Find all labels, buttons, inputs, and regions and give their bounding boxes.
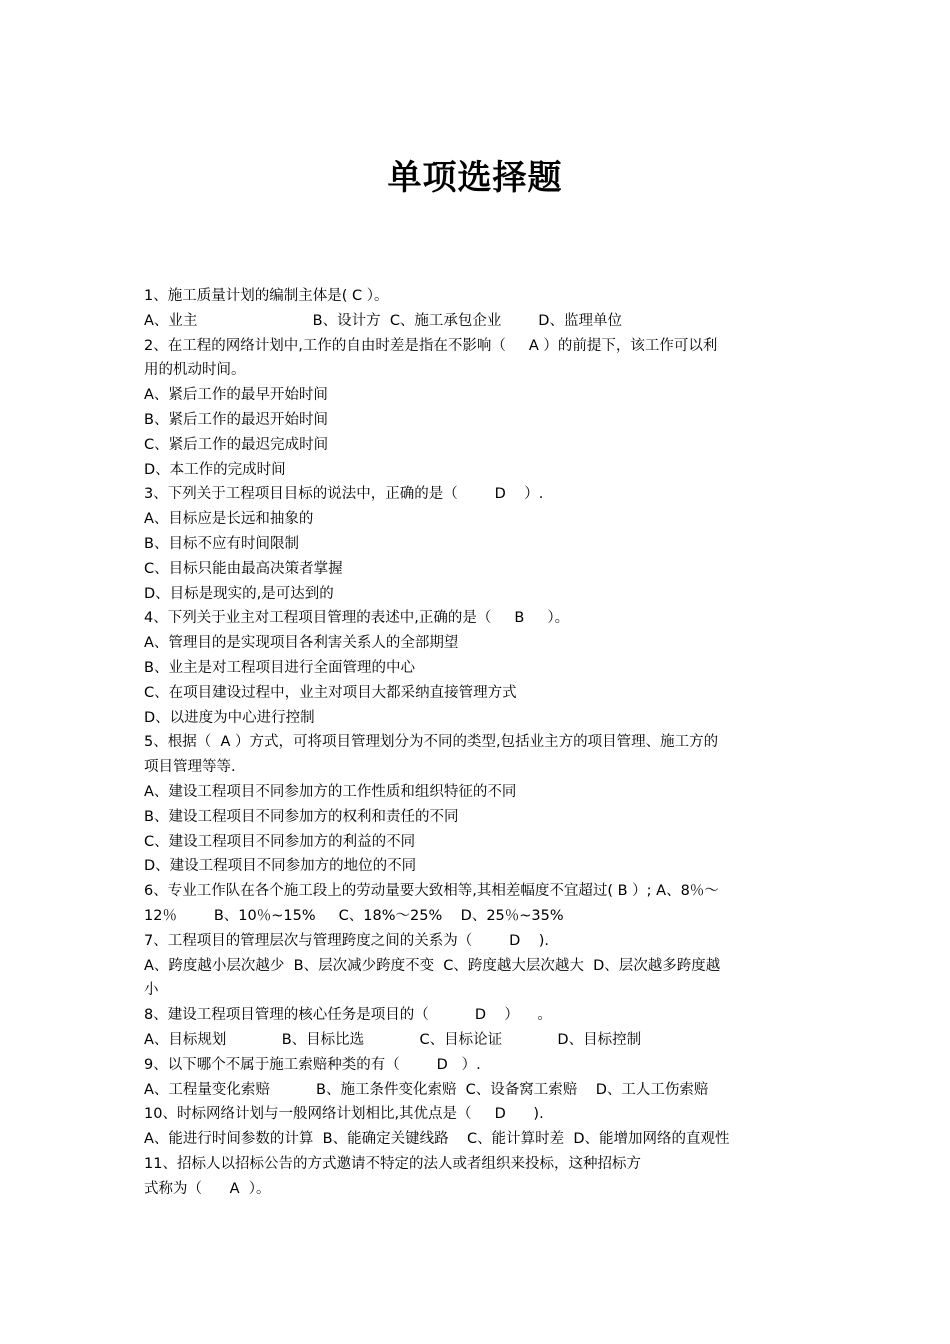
q9-options: A、工程量变化索赔 B、施工条件变化索赔 C、设备窝工索赔 D、工人工伤索赔 [144,1081,709,1098]
q3-option-d: D、目标是现实的,是可达到的 [144,585,334,602]
q3-option-b: B、目标不应有时间限制 [144,535,299,552]
q4-option-d: D、以进度为中心进行控制 [144,709,315,726]
q11-stem-continued: 式称为（ A ）。 [144,1180,271,1197]
q2-stem-continued: 用的机动时间。 [144,362,246,379]
q10-stem: 10、时标网络计划与一般网络计划相比,其优点是（ D ). [144,1106,544,1123]
q4-option-b: B、业主是对工程项目进行全面管理的中心 [144,659,415,676]
q5-stem-continued: 项目管理等等. [144,759,236,776]
question-text-block [144,284,808,1201]
q5-option-c: C、建设工程项目不同参加方的利益的不同 [144,833,416,850]
q6-options: 12％ B、10％~15% C、18%～25% D、25％~35% [144,907,564,924]
q7-options: A、跨度越小层次越少 B、层次减少跨度不变 C、跨度越大层次越大 D、层次越多跨度越 [144,957,721,974]
q4-option-a: A、管理目的是实现项目各利害关系人的全部期望 [144,635,459,652]
q7-options-continued: 小 [144,982,159,999]
q3-option-c: C、目标只能由最高决策者掌握 [144,560,343,577]
q2-option-b: B、紧后工作的最迟开始时间 [144,411,328,428]
q2-stem: 2、在工程的网络计划中,工作的自由时差是指在不影响（ A ）的前提下，该工作可以利 [144,337,718,354]
q1-stem: 1、施工质量计划的编制主体是( C ）。 [144,288,389,304]
q11-stem: 11、招标人以招标公告的方式邀请不特定的法人或者组织来投标，这种招标方 [144,1155,641,1172]
q9-stem: 9、以下哪个不属于施工索赔种类的有（ D ）. [144,1056,481,1073]
q5-option-b: B、建设工程项目不同参加方的权利和责任的不同 [144,808,459,825]
q5-option-d: D、建设工程项目不同参加方的地位的不同 [144,858,417,875]
q4-option-c: C、在项目建设过程中，业主对项目大都采纳直接管理方式 [144,684,517,701]
q4-stem: 4、下列关于业主对工程项目管理的表述中,正确的是（ B ）。 [144,610,570,627]
q7-stem: 7、工程项目的管理层次与管理跨度之间的关系为（ D ). [144,932,549,949]
q8-stem: 8、建设工程项目管理的核心任务是项目的（ D ） 。 [144,1007,552,1024]
q5-option-a: A、建设工程项目不同参加方的工作性质和组织特征的不同 [144,783,517,800]
q2-option-c: C、紧后工作的最迟完成时间 [144,436,329,453]
q10-options: A、能进行时间参数的计算 B、能确定关键线路 C、能计算时差 D、能增加网络的直观性 [144,1131,730,1148]
q5-stem: 5、根据（ A ）方式，可将项目管理划分为不同的类型,包括业主方的项目管理、施工方的 [144,734,719,751]
q1-options: A、业主 B、设计方 C、施工承包企业 D、监理单位 [144,312,622,329]
q2-option-d: D、本工作的完成时间 [144,461,286,478]
q6-stem: 6、专业工作队在各个施工段上的劳动量要大致相等,其相差幅度不宜超过( B ）; A、8％～ [144,883,719,900]
page-title: 单项选择题 [387,158,563,198]
q8-options: A、目标规划 B、目标比选 C、目标论证 D、目标控制 [144,1031,642,1048]
q3-option-a: A、目标应是长远和抽象的 [144,511,314,528]
q3-stem: 3、下列关于工程项目目标的说法中，正确的是（ D ）. [144,486,544,503]
q2-option-a: A、紧后工作的最早开始时间 [144,387,328,404]
